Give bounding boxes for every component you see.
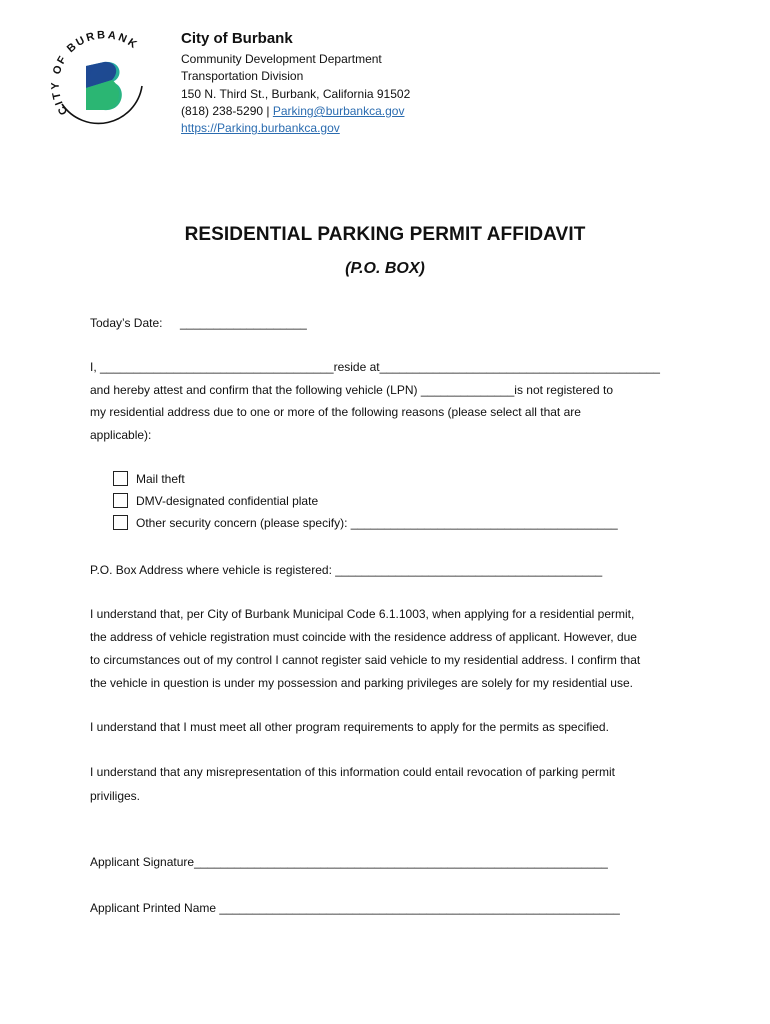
division: Transportation Division bbox=[181, 69, 304, 83]
attest-line-4: applicable): bbox=[90, 428, 152, 442]
separator: | bbox=[263, 104, 273, 118]
paragraph-1-line-3: to circumstances out of my control I cannot register said vehicle to my residential address. I confirm that bbox=[90, 653, 641, 667]
attest-line-2[interactable]: and hereby attest and confirm that the following vehicle (LPN) ______________is not registered to bbox=[90, 383, 613, 397]
document-subtitle: (P.O. BOX) bbox=[345, 260, 425, 277]
address: 150 N. Third St., Burbank, California 91502 bbox=[181, 87, 411, 101]
reason-other[interactable] bbox=[113, 515, 618, 530]
po-box-address-field[interactable]: P.O. Box Address where vehicle is registered: ________________________________________ bbox=[90, 563, 603, 577]
logo-arc-text: CITY OF BURBANK bbox=[49, 29, 141, 117]
paragraph-1-line-2: the address of vehicle registration must coincide with the residence address of applicant. However, due bbox=[90, 630, 637, 644]
paragraph-3-line-1: I understand that any misrepresentation of this information could entail revocation of parking permit bbox=[90, 765, 615, 779]
email-link[interactable]: Parking@burbankca.gov bbox=[272, 104, 405, 118]
checkbox[interactable] bbox=[113, 471, 128, 486]
phone: (818) 238-5290 bbox=[181, 104, 264, 118]
date-label: Today’s Date: bbox=[90, 316, 163, 330]
checkbox[interactable] bbox=[113, 493, 128, 508]
paragraph-1-line-1: I understand that, per City of Burbank Municipal Code 6.1.1003, when applying for a residential permit, bbox=[90, 607, 635, 621]
attest-line-3: my residential address due to one or more of the following reasons (please select all that are bbox=[90, 405, 581, 419]
applicant-signature-field[interactable]: Applicant Signature______________________________________________________________ bbox=[90, 855, 608, 869]
applicant-printed-name-field[interactable]: Applicant Printed Name ____________________________________________________________ bbox=[90, 901, 620, 915]
website-link[interactable]: https://Parking.burbankca.gov bbox=[181, 121, 340, 135]
reason-label: Mail theft bbox=[136, 471, 185, 486]
reason-label: DMV-designated confidential plate bbox=[136, 493, 319, 508]
checkbox[interactable] bbox=[113, 515, 128, 530]
paragraph-2: I understand that I must meet all other program requirements to apply for the permits as specified. bbox=[90, 720, 609, 734]
document-title: RESIDENTIAL PARKING PERMIT AFFIDAVIT bbox=[184, 224, 586, 245]
reason-label: Other security concern (please specify): ________________________________________ bbox=[136, 515, 618, 530]
attest-line-1[interactable]: I, ___________________________________reside at__________________________________________ bbox=[90, 360, 660, 374]
reason-dmv-plate[interactable] bbox=[113, 493, 318, 508]
date-field[interactable]: ___________________ bbox=[180, 316, 307, 330]
department: Community Development Department bbox=[181, 52, 382, 66]
paragraph-1-line-4: the vehicle in question is under my possession and parking privileges are solely for my residential use. bbox=[90, 676, 633, 690]
paragraph-3-line-2: priviliges. bbox=[90, 789, 141, 803]
city-of-burbank-logo bbox=[46, 22, 164, 140]
contact-line bbox=[181, 103, 404, 120]
reason-mail-theft[interactable] bbox=[113, 471, 185, 486]
org-name: City of Burbank bbox=[181, 30, 293, 47]
